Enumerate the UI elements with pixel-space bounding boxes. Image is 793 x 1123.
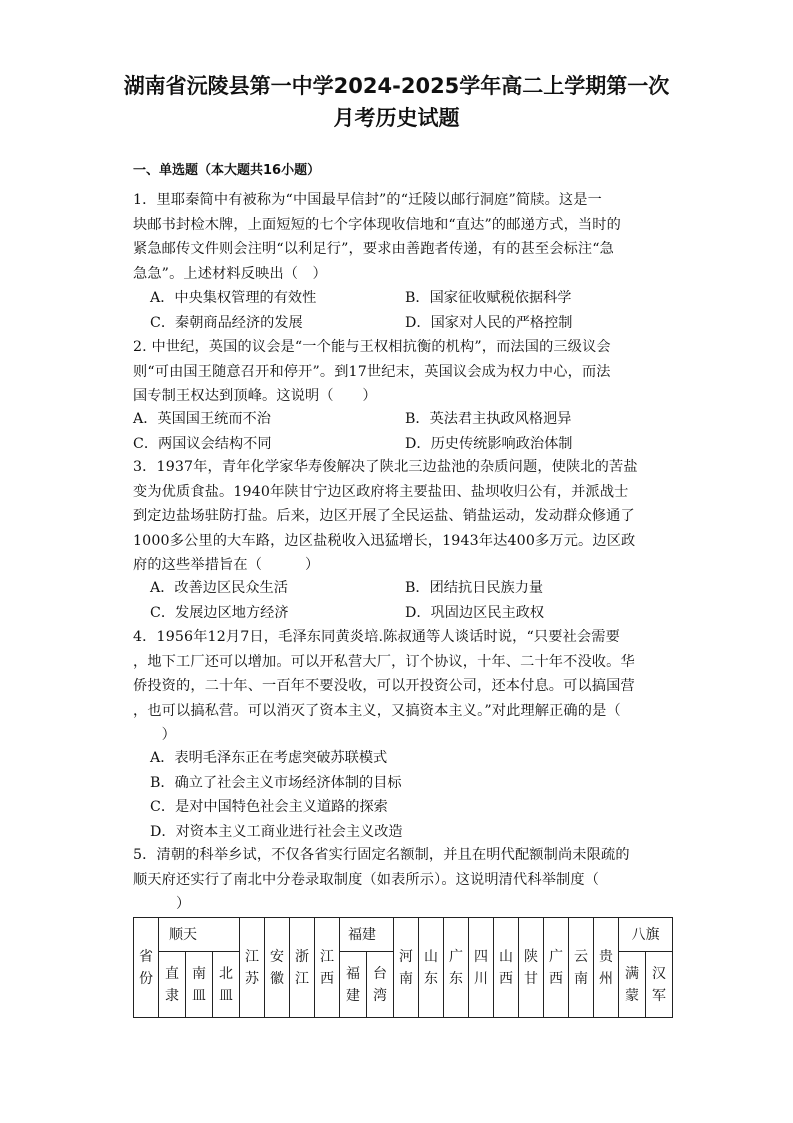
baqi-header: 八旗 xyxy=(619,918,673,952)
province-cell: 云 南 xyxy=(569,918,594,1018)
option-a[interactable]: A．表明毛泽东正在考虑突破苏联模式 xyxy=(150,750,388,766)
title-line-2: 月考历史试题 xyxy=(333,106,460,130)
option-c[interactable]: C．秦朝商品经济的发展 xyxy=(150,314,303,331)
option-c[interactable]: C．是对中国特色社会主义道路的探索 xyxy=(150,799,388,815)
question-3-line: 府的这些举措旨在（ ） xyxy=(133,557,320,574)
option-c[interactable]: C．发展边区地方经济 xyxy=(150,604,289,621)
question-3-line: 变为优质食盐。1940年陕甘宁边区政府将主要盐田、盐坝收归公有，并派战士 xyxy=(133,483,629,500)
province-cell: 四 川 xyxy=(469,918,494,1018)
question-4-line: ） xyxy=(133,727,177,744)
question-2-line: 国专制王权达到顶峰。这说明（ ） xyxy=(133,388,377,405)
question-5-line: 5．清朝的科举乡试，不仅各省实行固定名额制，并且在明代配额制尚未限疏的 xyxy=(133,847,630,863)
fujian-header: 福建 xyxy=(340,918,394,952)
option-b[interactable]: B．团结抗日民族力量 xyxy=(405,580,544,596)
option-d[interactable]: D．对资本主义工商业进行社会主义改造 xyxy=(150,823,403,840)
question-3-stem xyxy=(133,455,673,578)
province-cell: 陕 甘 xyxy=(519,918,544,1018)
question-1-line: 紧急邮传文件则会注明“以利足行”，要求由善跑者传递，有的甚至会标注“急 xyxy=(133,241,615,258)
question-3-line: 到定边盐场驻防打盐。后来，边区开展了全民运盐、销盐运动，发动群众修通了 xyxy=(133,508,635,525)
sub-province-cell: 北 皿 xyxy=(213,952,240,1018)
sub-province-cell: 满 蒙 xyxy=(619,952,646,1018)
sub-province-cell: 南 皿 xyxy=(186,952,213,1018)
province-cell: 山 西 xyxy=(494,918,519,1018)
option-d[interactable]: D．国家对人民的严格控制 xyxy=(405,314,573,331)
quota-table xyxy=(133,917,673,1018)
question-1-line: 1．里耶秦简中有被称为“中国最早信封”的“迁陵以邮行洞庭”简牍。这是一 xyxy=(133,192,602,208)
section-heading: 一、单选题（本大题共16小题） xyxy=(133,163,321,178)
province-cell: 广 东 xyxy=(444,918,469,1018)
question-4-line: 4．1956年12月7日，毛泽东同黄炎培.陈叔通等人谈话时说，“只要社会需要 xyxy=(133,629,620,645)
option-d[interactable]: D．巩固边区民主政权 xyxy=(405,604,545,621)
option-a[interactable]: A．中央集权管理的有效性 xyxy=(150,290,317,306)
option-d[interactable]: D．历史传统影响政治体制 xyxy=(405,435,573,452)
province-cell: 浙 江 xyxy=(290,918,315,1018)
option-b[interactable]: B．国家征收赋税依据科学 xyxy=(405,290,572,306)
question-5-stem xyxy=(133,843,673,917)
question-4-line: ，地下工厂还可以增加。可以开私营大厂，订个协议，十年、二十年不没收。华 xyxy=(133,653,635,670)
sub-province-cell: 福 建 xyxy=(340,952,367,1018)
question-5-line: ） xyxy=(133,896,191,913)
question-2-options xyxy=(133,407,673,456)
question-4-line: ，也可以搞私营。可以消灭了资本主义，又搞资本主义。”对此理解正确的是（ xyxy=(133,702,621,719)
question-3-options xyxy=(150,576,690,625)
question-4-options xyxy=(150,746,690,844)
sub-province-cell: 汉 军 xyxy=(646,952,673,1018)
province-cell: 安 徽 xyxy=(265,918,290,1018)
option-c[interactable]: C．两国议会结构不同 xyxy=(133,435,272,452)
question-3-line: 3．1937年，青年化学家华寿俊解决了陕北三边盐池的杂质问题，使陕北的苦盐 xyxy=(133,459,638,475)
question-4-line: 侨投资的，二十年、一百年不要没收，可以开投资公司，还本付息。可以搞国营 xyxy=(133,678,635,695)
page-title xyxy=(120,70,673,134)
title-line-1: 湖南省沅陵县第一中学2024-2025学年高二上学期第一次 xyxy=(123,74,670,98)
question-4-stem xyxy=(133,625,673,748)
province-cell: 河 南 xyxy=(394,918,419,1018)
province-cell: 贵 州 xyxy=(594,918,619,1018)
option-b[interactable]: B．确立了社会主义市场经济体制的目标 xyxy=(150,774,402,791)
province-cell: 江 苏 xyxy=(240,918,265,1018)
shuntian-header: 顺天 xyxy=(159,918,240,952)
question-1-line: 块邮书封检木牌，上面短短的七个字体现收信地和“直达”的邮递方式，当时的 xyxy=(133,216,621,233)
question-5-line: 顺天府还实行了南北中分卷录取制度（如表所示）。这说明清代科举制度（ xyxy=(133,871,600,888)
option-b[interactable]: B．英法君主执政风格迥异 xyxy=(405,411,572,427)
question-2-stem xyxy=(133,335,673,409)
question-1-options xyxy=(150,286,690,335)
province-cell: 山 东 xyxy=(419,918,444,1018)
question-2-line: 则“可由国王随意召开和停开”。到17世纪末，英国议会成为权力中心，而法 xyxy=(133,363,611,380)
option-a[interactable]: A．英国国王统而不治 xyxy=(133,411,271,427)
province-header: 省 份 xyxy=(134,918,159,1018)
option-a[interactable]: A．改善边区民众生活 xyxy=(150,580,288,596)
question-3-line: 1000多公里的大车路，边区盐税收入迅猛增长，1943年达400多万元。边区政 xyxy=(133,532,636,549)
province-cell: 广 西 xyxy=(544,918,569,1018)
question-1-line: 急急”。上述材料反映出（ ） xyxy=(133,265,327,282)
question-2-line: 2. 中世纪，英国的议会是“一个能与王权相抗衡的机构”，而法国的三级议会 xyxy=(133,339,611,355)
question-1-stem xyxy=(133,188,673,286)
sub-province-cell: 台 湾 xyxy=(367,952,394,1018)
sub-province-cell: 直 隶 xyxy=(159,952,186,1018)
province-cell: 江 西 xyxy=(315,918,340,1018)
